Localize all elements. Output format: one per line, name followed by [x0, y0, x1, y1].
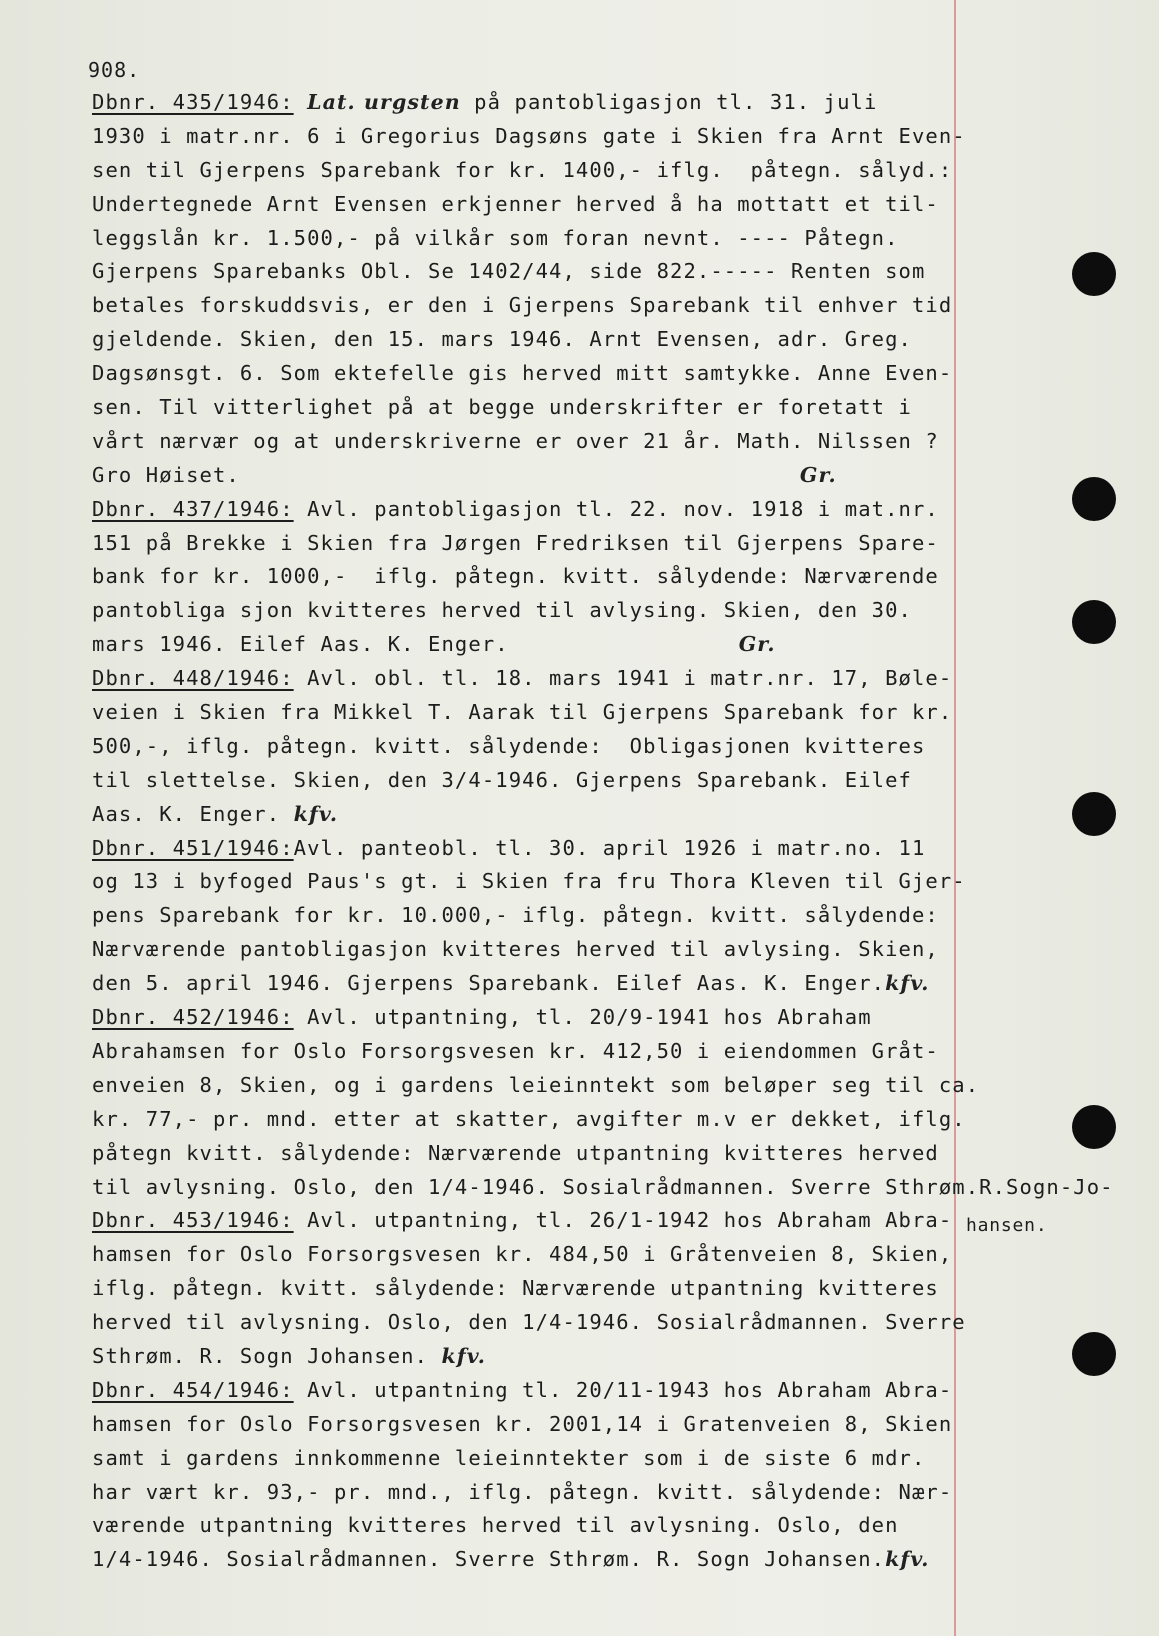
entry-line: påtegn kvitt. sålydende: Nærværende utpantning kvitteres herved — [92, 1140, 939, 1165]
entry-line: til avlysning. Oslo, den 1/4-1946. Sosialrådmannen. Sverre Sthrøm.R.Sogn-Jo- — [92, 1174, 1114, 1199]
entry-line: gjeldende. Skien, den 15. mars 1946. Arnt Evensen, adr. Greg. — [92, 327, 912, 352]
entry-line: Abrahamsen for Oslo Forsorgsvesen kr. 412,50 i eiendommen Gråt- — [92, 1038, 939, 1063]
handwritten-initials: Gr. — [799, 462, 837, 487]
entry-ref: Dbnr. 435/1946: — [92, 90, 294, 114]
entry-line: hamsen for Oslo Forsorgsvesen kr. 484,50 i Gråtenveien 8, Skien, — [92, 1242, 953, 1267]
entry-line: pantobliga sjon kvitteres herved til avlysing. Skien, den 30. — [92, 598, 912, 623]
entry-line: 1/4-1946. Sosialrådmannen. Sverre Sthrøm. R. Sogn Johansen.kfv. — [92, 1547, 930, 1572]
entry-line: sen til Gjerpens Sparebank for kr. 1400,- iflg. påtegn. sålyd.: — [92, 157, 953, 182]
handwritten-initials: kfv. — [293, 801, 339, 826]
handwritten-initials: Gr. — [738, 632, 776, 657]
entry-line: samt i gardens innkommenne leieinntekter som i de siste 6 mdr. — [92, 1445, 926, 1470]
entry-line: 151 på Brekke i Skien fra Jørgen Fredriksen til Gjerpens Spare- — [92, 530, 939, 555]
margin-continuation: hansen. — [966, 1215, 1048, 1236]
handwritten-initials: kfv. — [441, 1343, 486, 1368]
entry-line: Dbnr. 454/1946: Avl. utpantning tl. 20/11-1943 hos Abraham Abra- — [92, 1377, 953, 1402]
entry-line: enveien 8, Skien, og i gardens leieinntekt som beløper seg til ca. — [92, 1072, 980, 1097]
entry-line: kr. 77,- pr. mnd. etter at skatter, avgifter m.v er dekket, iflg. — [92, 1106, 966, 1131]
entry-line: sen. Til vitterlighet på at begge underskrifter er foretatt i — [92, 395, 912, 420]
entry-line: Dagsønsgt. 6. Som ektefelle gis herved mitt samtykke. Anne Even- — [92, 361, 953, 386]
entry-line: værende utpantning kvitteres herved til avlysning. Oslo, den — [92, 1513, 899, 1538]
entry-line: Nærværende pantobligasjon kvitteres herved til avlysing. Skien, — [92, 937, 939, 962]
entry-line: Dbnr. 435/1946: Lat. urgsten på pantobligasjon tl. 31. juli — [92, 90, 878, 114]
entry-line: Undertegnede Arnt Evensen erkjenner herved å ha mottatt et til- — [92, 191, 939, 216]
entry-line: Dbnr. 453/1946: Avl. utpantning, tl. 26/1-1942 hos Abraham Abra- — [92, 1208, 953, 1233]
entry-line: Dbnr. 437/1946: Avl. pantobligasjon tl. 22. nov. 1918 i mat.nr. — [92, 496, 939, 521]
entry-ref: Dbnr. 437/1946: — [92, 496, 294, 521]
entry-line: veien i Skien fra Mikkel T. Aarak til Gjerpens Sparebank for kr. — [92, 700, 953, 725]
entry-line: til slettelse. Skien, den 3/4-1946. Gjerpens Sparebank. Eilef — [92, 767, 912, 792]
entry-line: har vært kr. 93,- pr. mnd., iflg. påtegn. kvitt. sålydende: Nær- — [92, 1479, 953, 1504]
entry-ref: Dbnr. 453/1946: — [92, 1208, 294, 1233]
entry-line: vårt nærvær og at underskriverne er over 21 år. Math. Nilssen ? — [92, 428, 939, 453]
entry-line: mars 1946. Eilef Aas. K. Enger. Gr. — [92, 632, 776, 657]
entry-line: Gjerpens Sparebanks Obl. Se 1402/44, side 822.----- Renten som — [92, 259, 926, 284]
handwritten-initials: kfv. — [885, 1547, 930, 1572]
entry-line: Aas. K. Enger. kfv. — [92, 801, 339, 826]
entry-line: betales forskuddsvis, er den i Gjerpens Sparebank til enhver tid — [92, 293, 953, 318]
entry-line: Dbnr. 452/1946: Avl. utpantning, tl. 20/9-1941 hos Abraham — [92, 1005, 872, 1030]
entry-line: herved til avlysning. Oslo, den 1/4-1946. Sosialrådmannen. Sverre — [92, 1310, 966, 1335]
handwritten-initials: kfv. — [885, 971, 930, 996]
punch-hole — [1072, 792, 1116, 836]
handwritten-note: Lat. urgsten — [307, 90, 461, 114]
entry-ref: Dbnr. 448/1946: — [92, 666, 294, 691]
entry-line: Gro Høiset. Gr. — [92, 462, 837, 487]
punch-hole — [1072, 1105, 1116, 1149]
punch-hole — [1072, 477, 1116, 521]
entry-line: og 13 i byfoged Paus's gt. i Skien fra fru Thora Kleven til Gjer- — [92, 869, 966, 894]
entry-line: leggslån kr. 1.500,- på vilkår som foran nevnt. ---- Påtegn. — [92, 225, 899, 250]
entry-line: Sthrøm. R. Sogn Johansen. kfv. — [92, 1343, 486, 1368]
entry-line: Dbnr. 451/1946:Avl. panteobl. tl. 30. april 1926 i matr.no. 11 — [92, 835, 926, 860]
entry-line: den 5. april 1946. Gjerpens Sparebank. Eilef Aas. K. Enger.kfv. — [92, 971, 930, 996]
entry-line: pens Sparebank for kr. 10.000,- iflg. påtegn. kvitt. sålydende: — [92, 903, 939, 928]
entry-line: iflg. påtegn. kvitt. sålydende: Nærværende utpantning kvitteres — [92, 1276, 939, 1301]
page-number: 908. — [88, 58, 141, 82]
entry-ref: Dbnr. 454/1946: — [92, 1377, 294, 1402]
punch-hole — [1072, 600, 1116, 644]
entry-ref: Dbnr. 451/1946: — [92, 835, 294, 860]
ledger-text — [92, 86, 1114, 1577]
entry-line: 1930 i matr.nr. 6 i Gregorius Dagsøns gate i Skien fra Arnt Even- — [92, 123, 966, 148]
entry-ref: Dbnr. 452/1946: — [92, 1005, 294, 1030]
punch-hole — [1072, 252, 1116, 296]
entry-line: 500,-, iflg. påtegn. kvitt. sålydende: Obligasjonen kvitteres — [92, 733, 926, 758]
entry-line: Dbnr. 448/1946: Avl. obl. tl. 18. mars 1941 i matr.nr. 17, Bøle- — [92, 666, 953, 691]
entry-line: hamsen for Oslo Forsorgsvesen kr. 2001,14 i Gratenveien 8, Skien — [92, 1411, 953, 1436]
entry-line: bank for kr. 1000,- iflg. påtegn. kvitt. sålydende: Nærværende — [92, 564, 939, 589]
punch-hole — [1072, 1332, 1116, 1376]
